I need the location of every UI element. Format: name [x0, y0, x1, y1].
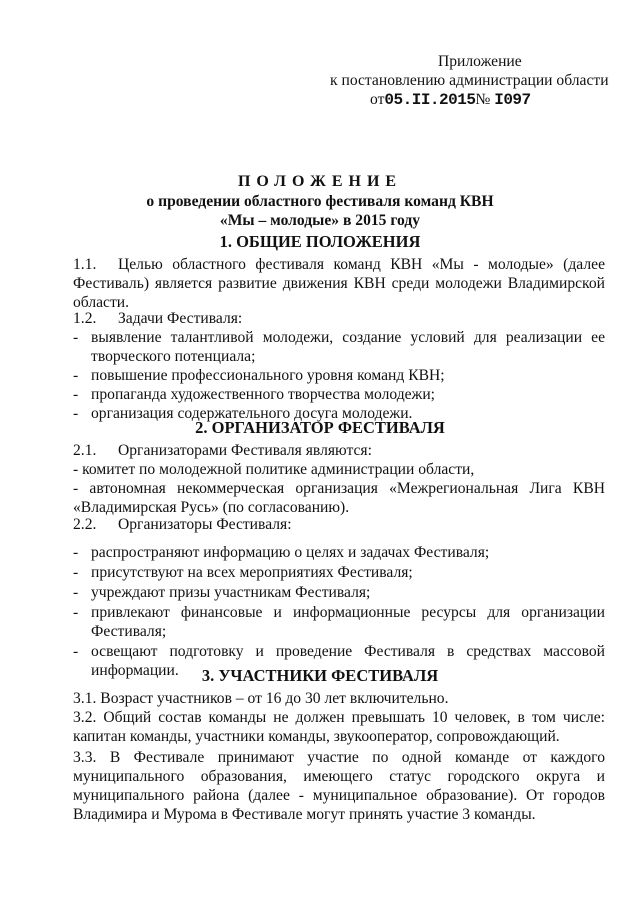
appendix-block	[330, 52, 609, 110]
paragraph-number: 1.2.	[73, 310, 97, 327]
list-item: - организация содержательного досуга молодежи.	[73, 405, 413, 422]
paragraph-number: 2.1.	[73, 442, 97, 459]
document-title: ПОЛОЖЕНИЕ	[237, 173, 403, 190]
list-item: - присутствуют на всех мероприятиях Фестиваля;	[73, 564, 413, 581]
subtitle-line-1: о проведении областного фестиваля команд КВН	[146, 193, 494, 210]
number-prefix: №	[475, 91, 491, 108]
decree-date: 05.II.2015	[384, 91, 476, 109]
list-item: - выявление талантливой молодежи, создание условий для реализации ее творческого потенциала;	[73, 329, 605, 365]
section-3-heading: 3. УЧАСТНИКИ ФЕСТИВАЛЯ	[201, 666, 439, 685]
appendix-title: Приложение	[438, 53, 522, 70]
paragraph-1-1	[73, 255, 605, 312]
organizer-item: - комитет по молодежной политике администрации области,	[73, 461, 475, 478]
list-item: - привлекают финансовые и информационные ресурсы для организации Фестиваля;	[73, 604, 605, 640]
paragraph-1-1-line3: области.	[73, 294, 130, 311]
list-item: - освещают подготовку и проведение Фестиваля в средствах массовой информации.	[73, 643, 605, 679]
decree-number: I097	[494, 91, 531, 109]
appendix-decree-line: к постановлению администрации области	[330, 72, 609, 89]
paragraph-2-1: 2.1. Организаторами Фестиваля являются:	[73, 442, 372, 459]
organizer-item-cont: «Владимирская Русь» (по согласованию).	[73, 499, 350, 516]
list-item: - повышение профессионального уровня команд КВН;	[73, 367, 445, 384]
duties-list	[73, 543, 605, 680]
section-2-heading: 2. ОРГАНИЗАТОР ФЕСТИВАЛЯ	[195, 418, 445, 437]
paragraph-number: 1.1.	[73, 256, 97, 273]
paragraph-1-1-line1: 1.1. Целью областного фестиваля команд КВН «Мы - молодые» (далее	[73, 256, 605, 273]
appendix-date-line	[330, 90, 602, 110]
subtitle-line-2: «Мы – молодые» в 2015 году	[219, 212, 421, 229]
paragraph-3-1: 3.1. Возраст участников – от 16 до 30 лет включительно.	[73, 690, 449, 707]
paragraph-1-1-line2: Фестиваль) является развитие движения КВН среди молодежи Владимирской	[73, 275, 605, 292]
organizers-list	[73, 460, 605, 517]
list-item: - распространяют информацию о целях и задачах Фестиваля;	[73, 544, 490, 561]
paragraph-number: 2.2.	[73, 516, 97, 533]
organizer-item: - автономная некоммерческая организация «Межрегиональная Лига КВН	[73, 480, 605, 497]
date-prefix: от	[370, 91, 385, 108]
list-item: - учреждают призы участникам Фестиваля;	[73, 584, 371, 601]
list-item: - пропаганда художественного творчества молодежи;	[73, 386, 436, 403]
section-1-heading: 1. ОБЩИЕ ПОЛОЖЕНИЯ	[219, 232, 421, 251]
paragraph-3-3: 3.3. В Фестивале принимают участие по одной команде от каждого муниципального образования, имеющего статус городского округа и муниципального района (далее - муниципальное образование). От городов Владимира и Мурома в Фестивале могут принять участие 3 команды.	[73, 749, 605, 823]
tasks-list	[73, 328, 605, 423]
paragraph-1-2: 1.2. Задачи Фестиваля:	[73, 310, 243, 327]
document-subtitle	[0, 192, 640, 230]
paragraph-2-2: 2.2. Организаторы Фестиваля:	[73, 516, 292, 533]
paragraph-3-2: 3.2. Общий состав команды не должен превышать 10 человек, в том числе: капитан команды, участники команды, звукооператор, сопровождающий.	[73, 709, 605, 745]
